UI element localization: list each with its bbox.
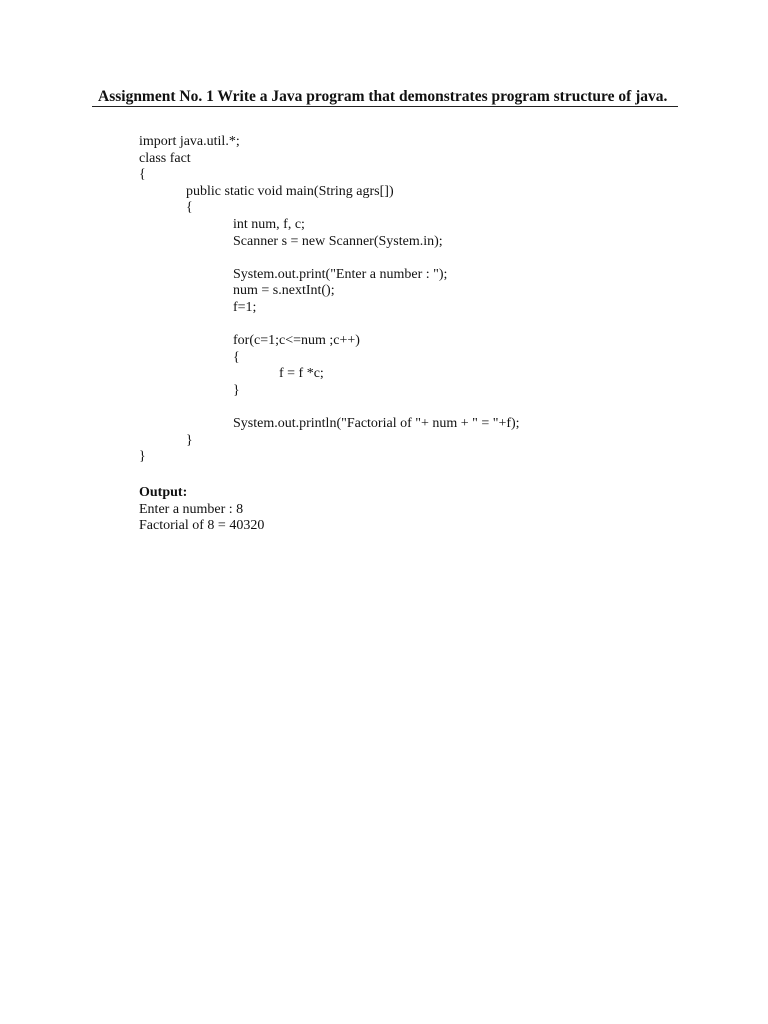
- output-heading: Output:: [139, 485, 188, 500]
- assignment-title: Assignment No. 1 Write a Java program that demonstrates program structure of java.: [98, 88, 668, 105]
- code-line: {: [139, 167, 146, 183]
- code-line: import java.util.*;: [139, 134, 240, 149]
- output-line: Enter a number : 8: [139, 501, 244, 517]
- code-line: System.out.println("Factorial of "+ num + " = "+f);: [233, 416, 520, 432]
- code-line: System.out.print("Enter a number : ");: [233, 266, 448, 282]
- code-listing: [139, 134, 520, 466]
- code-line: f=1;: [233, 299, 257, 315]
- code-line: }: [139, 449, 146, 465]
- output-section: [139, 485, 264, 535]
- code-line: public static void main(String agrs[]): [186, 183, 394, 199]
- code-line: [139, 250, 520, 267]
- code-line: }: [233, 382, 240, 398]
- code-line: int num, f, c;: [233, 216, 305, 232]
- output-line: Factorial of 8 = 40320: [139, 518, 265, 534]
- code-line: num = s.nextInt();: [233, 283, 335, 299]
- title-underline: [92, 106, 678, 107]
- code-line: [139, 400, 520, 417]
- code-line: [139, 317, 520, 334]
- code-line: class fact: [139, 150, 191, 166]
- code-line: f = f *c;: [279, 366, 324, 382]
- code-line: {: [186, 200, 193, 216]
- code-line: }: [186, 432, 193, 448]
- code-line: {: [233, 349, 240, 365]
- code-line: Scanner s = new Scanner(System.in);: [233, 233, 443, 249]
- code-line: for(c=1;c<=num ;c++): [233, 333, 360, 349]
